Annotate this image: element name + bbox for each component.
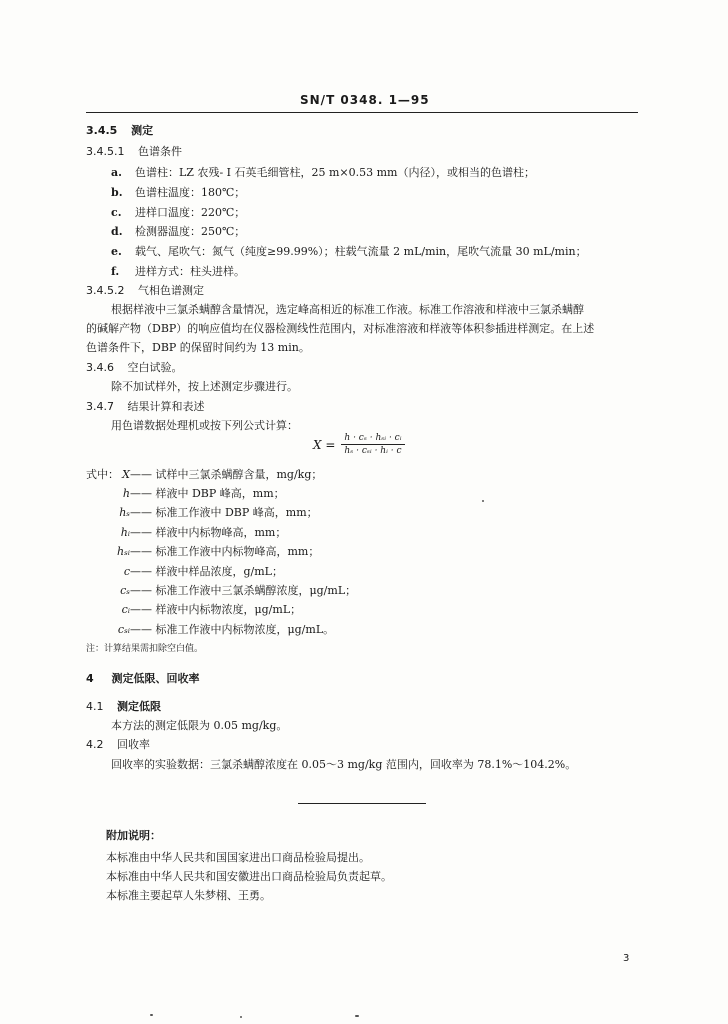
variable-symbol: hᵢ (120, 526, 130, 539)
section-3-4-5-2 (86, 284, 204, 298)
section-title: 回收率 (117, 738, 150, 751)
variable-row (106, 603, 301, 617)
list-item-label: c. (111, 206, 122, 219)
variable-symbol: hₛ (119, 506, 130, 519)
list-item-text: 色谱柱：LZ 农残- Ⅰ 石英毛细管柱，25 m×0.53 mm（内径），或相当的色谱柱； (135, 166, 535, 179)
section-3-4-7 (86, 400, 205, 414)
list-item-label: a. (111, 166, 122, 179)
formula (313, 433, 405, 456)
section-title: 测定低限、回收率 (111, 672, 200, 685)
section-number: 4.2 (86, 738, 104, 751)
list-item-text: 进样方式：柱头进样。 (135, 265, 245, 278)
appendix-line: 本标准由中华人民共和国安徽进出口商品检验局负责起草。 (106, 870, 392, 883)
section-number: 3.4.6 (86, 361, 114, 374)
list-item (111, 265, 245, 279)
variable-desc: —— 标准工作液中三氯杀螨醇浓度，μg/mL； (130, 584, 357, 597)
list-item-label: b. (111, 186, 123, 199)
variable-desc: —— 样液中内标物浓度，μg/mL； (130, 603, 302, 616)
scan-speck (355, 1015, 359, 1017)
section-number: 3.4.5.2 (86, 284, 125, 297)
scan-speck (240, 1016, 242, 1018)
section-number: 4 (86, 672, 94, 685)
note: 注：计算结果需扣除空白值。 (86, 644, 204, 654)
variable-desc: —— 样液中内标物峰高，mm； (130, 526, 287, 539)
variable-symbol: hₛᵢ (116, 545, 130, 558)
appendix-line: 本标准主要起草人朱梦栩、王勇。 (106, 889, 271, 902)
formula-lhs: X = (313, 437, 336, 452)
formula-numerator: h · cₛ · hₛᵢ · cᵢ (341, 433, 404, 445)
list-item (111, 225, 245, 239)
list-item-label: f. (111, 265, 120, 278)
section-number: 3.4.7 (86, 400, 114, 413)
section-4-1 (86, 700, 161, 714)
variable-row (106, 487, 285, 501)
section-title: 结果计算和表述 (127, 400, 205, 413)
variable-row (106, 545, 319, 559)
list-item-text: 色谱柱温度：180℃； (135, 186, 246, 199)
variable-symbol: cₛᵢ (117, 623, 130, 636)
section-title: 色谱条件 (137, 145, 182, 158)
variable-desc: —— 试样中三氯杀螨醇含量，mg/kg； (130, 468, 323, 481)
variable-row (106, 526, 286, 540)
section-number: 3.4.5 (86, 124, 118, 137)
list-item (111, 245, 587, 259)
variable-desc: —— 样液中 DBP 峰高，mm； (130, 487, 285, 500)
section-number: 4.1 (86, 700, 104, 713)
section-3-4-5-1 (86, 145, 182, 159)
variable-row (118, 468, 322, 482)
list-item (111, 166, 535, 180)
list-item-label: d. (111, 225, 123, 238)
paragraph-line: 色谱条件下，DBP 的保留时间约为 13 min。 (86, 341, 310, 354)
section-3-4-6 (86, 361, 183, 375)
variable-symbol: cᵢ (121, 603, 130, 616)
list-item-text: 检测器温度：250℃； (135, 225, 246, 238)
list-item (111, 186, 245, 200)
paragraph-line: 本方法的测定低限为 0.05 mg/kg。 (111, 719, 288, 732)
variable-row (106, 623, 334, 637)
variable-row (106, 584, 356, 598)
variable-desc: —— 标准工作液中 DBP 峰高，mm； (130, 506, 318, 519)
standard-code-header: SN/T 0348. 1—95 (300, 93, 430, 107)
section-4 (86, 672, 200, 686)
list-item (111, 206, 245, 220)
variable-symbol: h (122, 487, 130, 500)
scan-speck (482, 500, 484, 502)
formula-fraction (341, 433, 404, 456)
paragraph-line: 用色谱数据处理机或按下列公式计算： (111, 419, 298, 432)
header-rule (86, 112, 638, 113)
variable-symbol: c (123, 565, 130, 578)
variables-intro: 式中： (86, 468, 119, 481)
section-title: 测定低限 (117, 700, 161, 713)
variable-desc: —— 标准工作液中内标物峰高，mm； (130, 545, 320, 558)
paragraph-line: 的碱解产物（DBP）的响应值均在仪器检测线性范围内，对标准溶液和样液等体积参插进样测定。在上述 (86, 322, 595, 335)
variable-row (106, 565, 283, 579)
formula-denominator: hₛ · cₛᵢ · hᵢ · c (344, 446, 402, 456)
variable-symbol: X (122, 468, 130, 481)
variable-symbol: cₛ (120, 584, 130, 597)
section-title: 测定 (131, 124, 154, 137)
list-item-label: e. (111, 245, 122, 258)
section-title: 气相色谱测定 (137, 284, 204, 297)
variable-desc: —— 标准工作液中内标物浓度，μg/mL。 (130, 623, 335, 636)
appendix-title: 附加说明： (106, 829, 161, 842)
appendix-line: 本标准由中华人民共和国国家进出口商品检验局提出。 (106, 851, 370, 864)
page-number: 3 (623, 953, 630, 964)
section-3-4-5 (86, 124, 153, 138)
list-item-text: 进样口温度：220℃； (135, 206, 246, 219)
variable-desc: —— 样液中样品浓度，g/mL； (130, 565, 283, 578)
paragraph-line: 回收率的实验数据：三氯杀螨醇浓度在 0.05～3 mg/kg 范围内，回收率为 78.1%～104.2%。 (111, 758, 577, 771)
section-number: 3.4.5.1 (86, 145, 125, 158)
scan-speck (150, 1014, 153, 1016)
list-item-text: 载气、尾吹气：氮气（纯度≥99.99%）；柱载气流量 2 mL/min，尾吹气流量 30 mL/min； (135, 245, 587, 258)
paragraph-line: 根据样液中三氯杀螨醇含量情况，选定峰高相近的标准工作液。标准工作溶液和样液中三氯杀螨醇 (111, 303, 584, 316)
paragraph-line: 除不加试样外，按上述测定步骤进行。 (111, 380, 298, 393)
section-4-2 (86, 738, 150, 752)
variable-row (106, 506, 318, 520)
separator-rule (298, 803, 426, 804)
section-title: 空白试验。 (127, 361, 183, 374)
